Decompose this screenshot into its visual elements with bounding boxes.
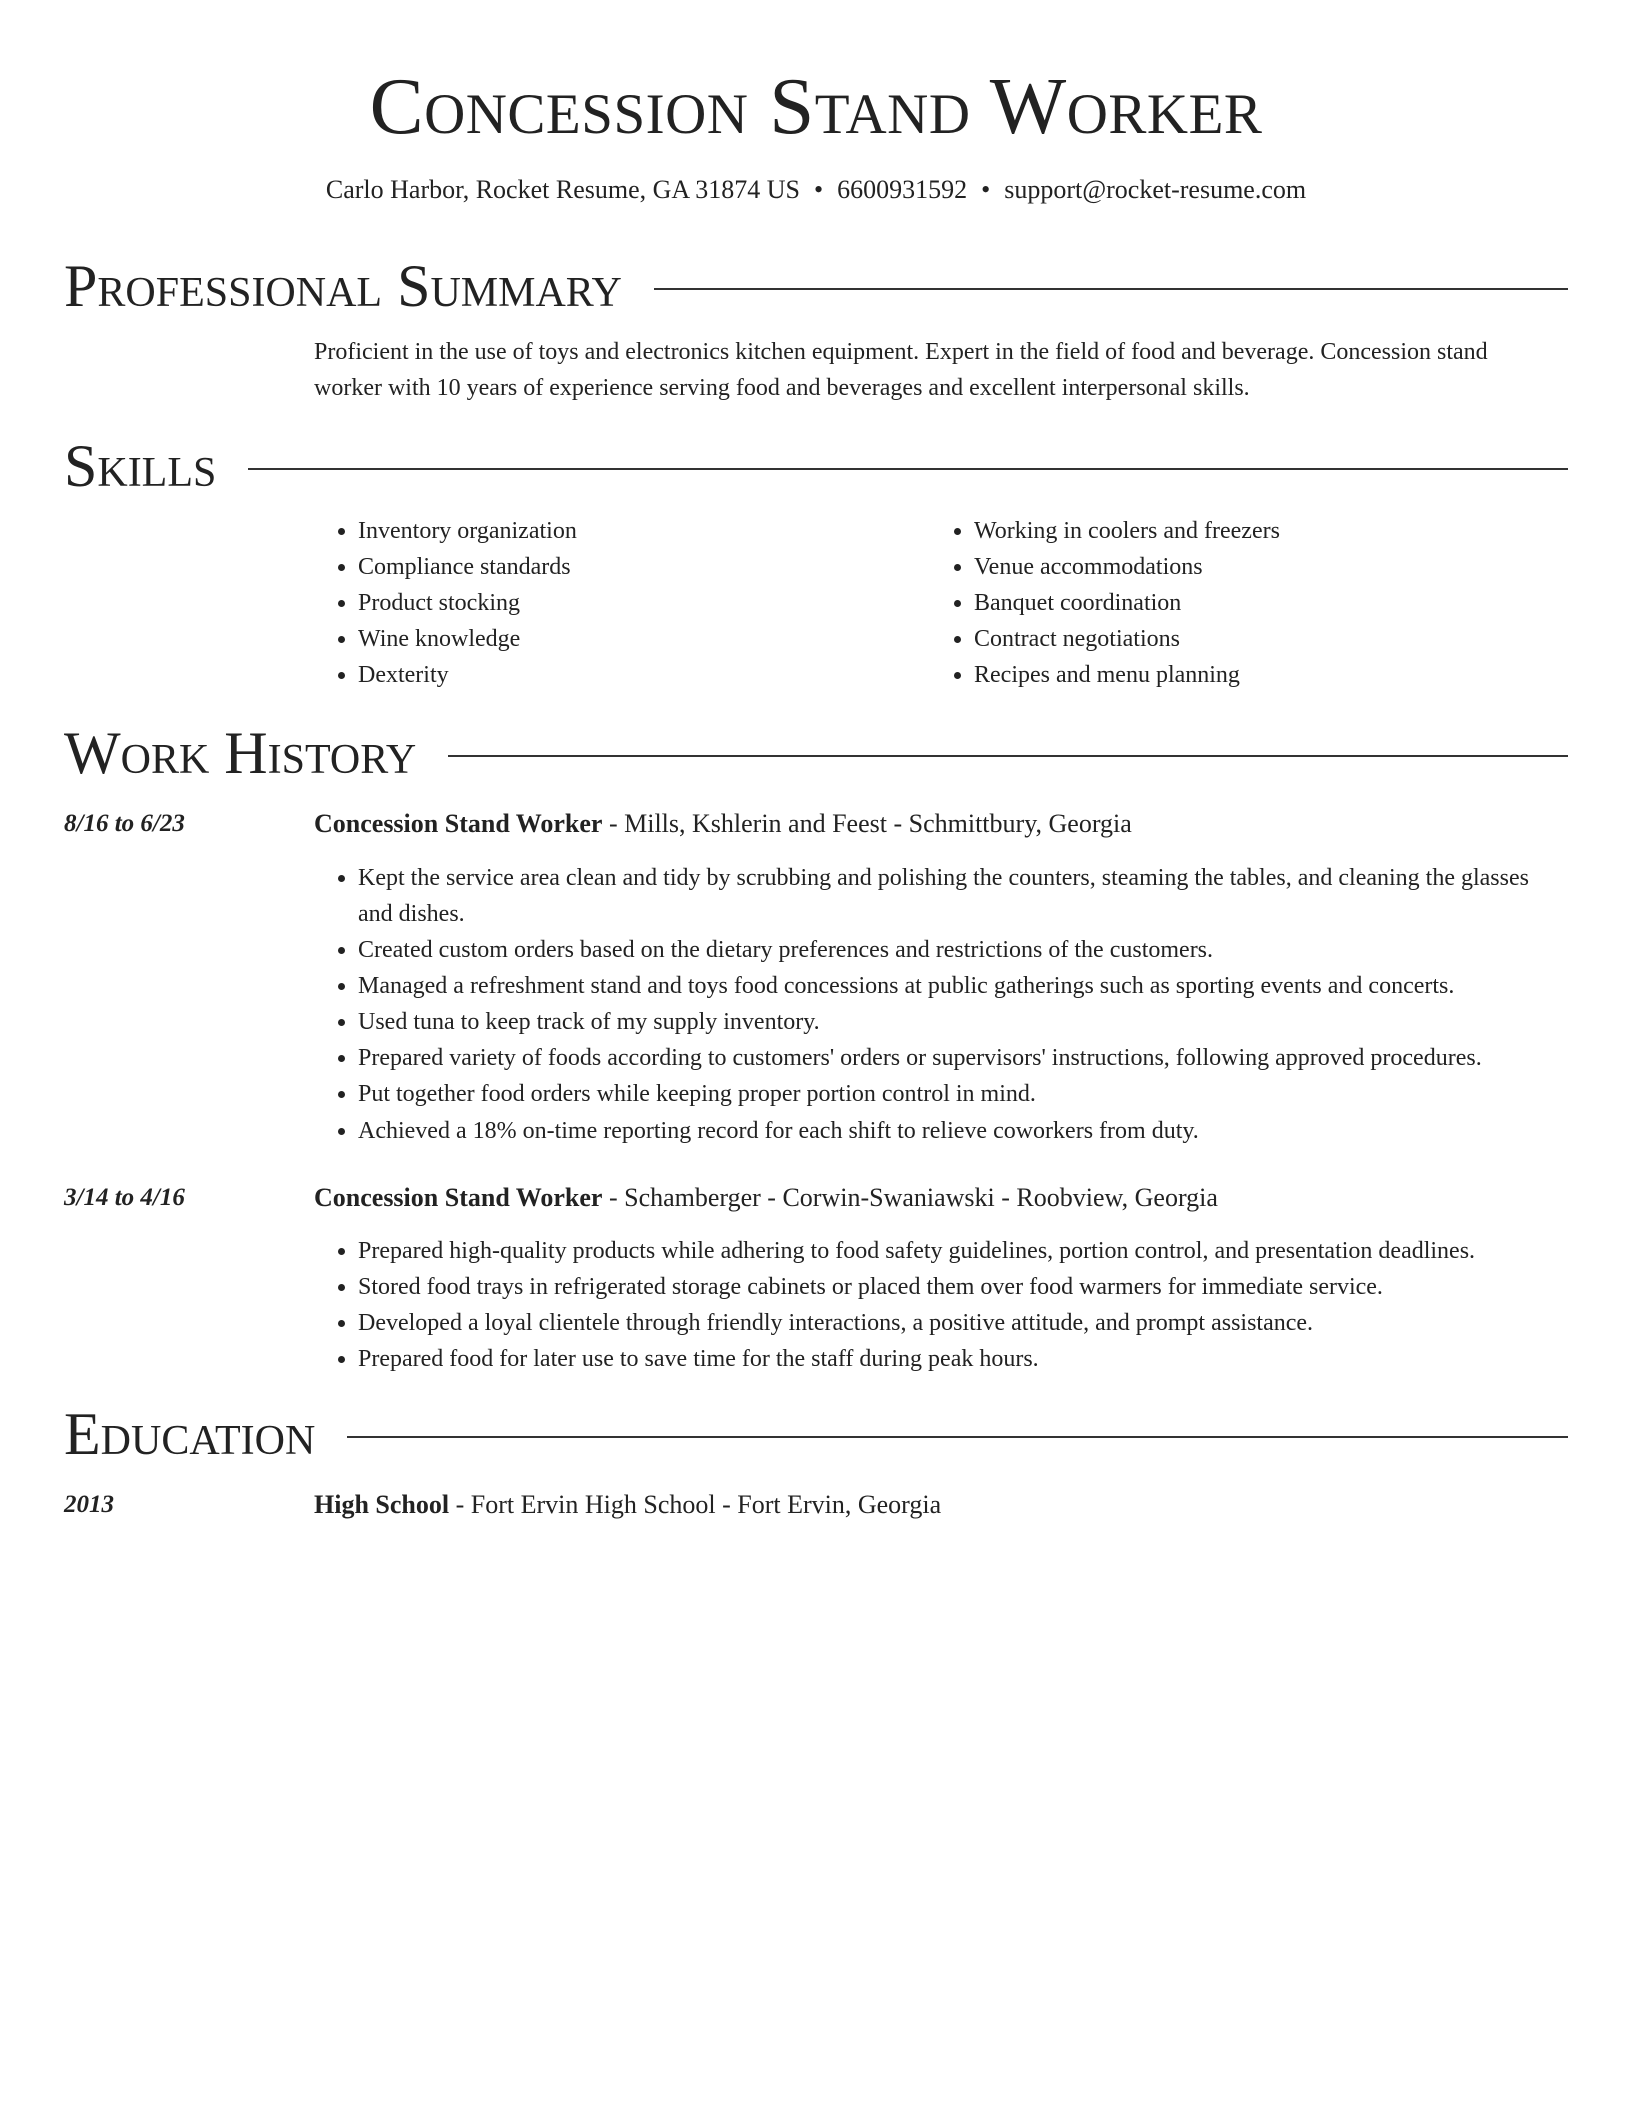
contact-email: support@rocket-resume.com	[1004, 175, 1307, 204]
job-bullet: • Created custom orders based on the dietary preferences and restrictions of the customers.	[358, 932, 1568, 968]
skill-item: • Product stocking	[358, 585, 930, 621]
skills-list	[314, 513, 1568, 693]
job-bullet: • Prepared high-quality products while adhering to food safety guidelines, portion control, and presentation deadlines.	[358, 1233, 1568, 1269]
job-details: - Mills, Kshlerin and Feest - Schmittbury, Georgia	[602, 809, 1132, 838]
contact-line	[64, 172, 1568, 208]
summary-line: Proficient in the use of toys and electronics kitchen equipment. Expert in the field of food and beverage. Concession stand	[314, 339, 1488, 365]
contact-address: Carlo Harbor, Rocket Resume, GA 31874 US	[325, 175, 800, 204]
skill-item: • Venue accommodations	[974, 549, 1546, 585]
skill-item: • Banquet coordination	[974, 585, 1546, 621]
job-bullet: • Kept the service area clean and tidy by scrubbing and polishing the counters, steaming the tables, and cleaning the glasses and dishes.	[358, 860, 1568, 932]
skill-item: • Working in coolers and freezers	[974, 513, 1546, 549]
resume-title: Concession Stand Worker	[369, 61, 1263, 151]
job-bullet: • Stored food trays in refrigerated storage cabinets or placed them over food warmers for immediate service.	[358, 1269, 1568, 1305]
job-title-line	[314, 806, 1568, 842]
job-bullet: • Prepared variety of foods according to customers' orders or supervisors' instructions, following approved procedures.	[358, 1040, 1568, 1076]
contact-separator: •	[813, 175, 824, 204]
education-section-header	[64, 1399, 1568, 1469]
skills-column-left	[314, 513, 930, 693]
summary-section-header	[64, 251, 1568, 321]
education-heading: Education	[64, 1401, 316, 1467]
job-title-line	[314, 1180, 1568, 1216]
work-heading: Work History	[64, 720, 417, 786]
contact-phone: 6600931592	[837, 175, 968, 204]
skill-item: • Wine knowledge	[358, 621, 930, 657]
section-divider	[347, 1436, 1568, 1438]
education-degree: High School	[314, 1490, 450, 1519]
work-section-header	[64, 718, 1568, 788]
education-details: - Fort Ervin High School - Fort Ervin, Georgia	[449, 1490, 942, 1519]
job-bullet: • Developed a loyal clientele through friendly interactions, a positive attitude, and prompt assistance.	[358, 1305, 1568, 1341]
skill-item: • Contract negotiations	[974, 621, 1546, 657]
skills-column-right	[930, 513, 1546, 693]
education-year: 2013	[64, 1491, 114, 1518]
skill-item: • Recipes and menu planning	[974, 657, 1546, 693]
section-divider	[448, 755, 1568, 757]
job-details: - Schamberger - Corwin-Swaniawski - Roobview, Georgia	[602, 1183, 1218, 1212]
skill-item: • Compliance standards	[358, 549, 930, 585]
skill-item: • Dexterity	[358, 657, 930, 693]
contact-separator: •	[981, 175, 991, 204]
job-dates: 3/14 to 4/16	[64, 1184, 185, 1211]
education-line	[314, 1487, 1568, 1523]
job-bullet: • Managed a refreshment stand and toys food concessions at public gatherings such as sporting events and concerts.	[358, 968, 1568, 1004]
job-position: Concession Stand Worker	[314, 1183, 603, 1212]
summary-heading: Professional Summary	[64, 253, 622, 319]
summary-text	[314, 334, 1568, 406]
job-bullet: • Put together food orders while keeping proper portion control in mind.	[358, 1076, 1568, 1112]
job-bullet: • Achieved a 18% on-time reporting record for each shift to relieve coworkers from duty.	[358, 1113, 1568, 1149]
job-dates: 8/16 to 6/23	[64, 810, 185, 837]
job-bullets	[314, 1233, 1568, 1377]
job-bullet: • Used tuna to keep track of my supply inventory.	[358, 1004, 1568, 1040]
section-divider	[248, 468, 1568, 470]
section-divider	[654, 288, 1568, 290]
job-bullet: • Prepared food for later use to save time for the staff during peak hours.	[358, 1341, 1568, 1377]
job-position: Concession Stand Worker	[314, 809, 603, 838]
skills-section-header	[64, 431, 1568, 501]
skill-item: • Inventory organization	[358, 513, 930, 549]
skills-heading: Skills	[64, 433, 217, 499]
job-bullets	[314, 860, 1568, 1149]
summary-line: worker with 10 years of experience serving food and beverages and excellent interpersonal skills.	[314, 375, 1250, 401]
